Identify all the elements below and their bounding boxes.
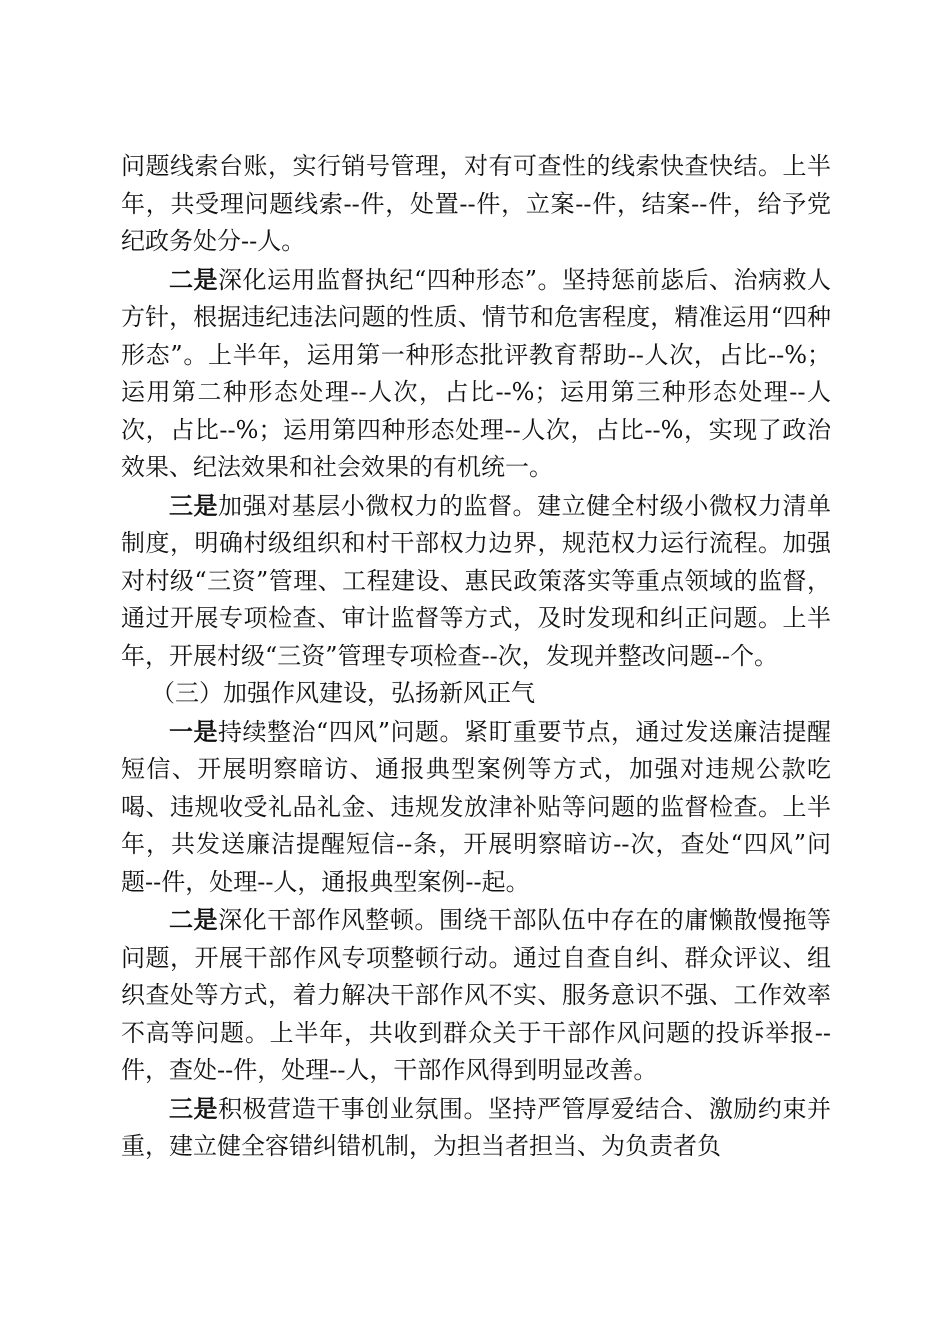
paragraph-four-winds: [121, 713, 831, 902]
paragraph-text: 深化运用监督执纪“四种形态”。坚持惩前毖后、治病救人方针，根据违纪违法问题的性质、情节和危害程度，精准运用“四种形态”。上半年，运用第一种形态批评教育帮助--人次，占比--%；运用第二种形态处理--人次，占比--%；运用第三种形态处理--人次，占比--%；运用第四种形态处理--人次，占比--%，实现了政治效果、纪法效果和社会效果的有机统一。: [121, 265, 831, 481]
paragraph-text: 持续整治“四风”问题。紧盯重要节点，通过发送廉洁提醒短信、开展明察暗访、通报典型案例等方式，加强对违规公款吃喝、违规收受礼品礼金、违规发放津补贴等问题的监督检查。上半年，共发送廉洁提醒短信--条，开展明察暗访--次，查处“四风”问题--件，处理--人，通报典型案例--起。: [121, 717, 831, 896]
paragraph-four-forms: [121, 261, 831, 487]
paragraph-cadre-style: [121, 901, 831, 1090]
paragraph-case-handling: [121, 148, 831, 261]
paragraph-text: 问题线索台账，实行销号管理，对有可查性的线索快查快结。上半年，共受理问题线索--件，处置--件，立案--件，结案--件，给予党纪政务处分--人。: [121, 152, 831, 255]
paragraph-grassroots-power: [121, 487, 831, 676]
section-heading: [121, 675, 831, 713]
paragraph-lead: 三是: [169, 490, 219, 520]
paragraph-lead: 一是: [169, 716, 218, 746]
paragraph-lead: 二是: [169, 905, 219, 934]
paragraph-text: 积极营造干事创业氛围。坚持严管厚爱结合、激励约束并重，建立健全容错纠错机制，为担当者担当、为负责者负: [121, 1094, 831, 1160]
document-body: [121, 148, 831, 1166]
paragraph-text: 加强对基层小微权力的监督。建立健全村级小微权力清单制度，明确村级组织和村干部权力边界，规范权力运行流程。加强对村级“三资”管理、工程建设、惠民政策落实等重点领域的监督，通过开展专项检查、审计监督等方式，及时发现和纠正问题。上半年，开展村级“三资”管理专项检查--次，发现并整改问题--个。: [121, 491, 831, 670]
paragraph-text: 深化干部作风整顿。围绕干部队伍中存在的庸懒散慢拖等问题，开展干部作风专项整顿行动。通过自查自纠、群众评议、组织查处等方式，着力解决干部作风不实、服务意识不强、工作效率不高等问题。上半年，共收到群众关于干部作风问题的投诉举报--件，查处--件，处理--人，干部作风得到明显改善。: [121, 906, 831, 1084]
paragraph-entrepreneurship: [121, 1090, 831, 1166]
paragraph-lead: 三是: [169, 1093, 219, 1123]
paragraph-lead: 二是: [169, 264, 218, 294]
section-heading-text: （三）加强作风建设，弘扬新风正气: [151, 679, 535, 707]
